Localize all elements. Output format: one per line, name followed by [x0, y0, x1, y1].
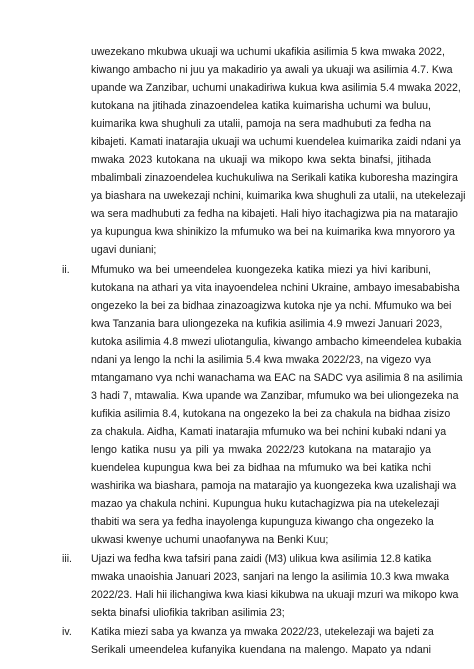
- text-line: washirika wa biashara, pamoja na matarajio ya kuongezeka kwa uzalishaji wa: [91, 480, 457, 492]
- text-line: kibajeti. Kamati inatarajia ukuaji wa uchumi kuendelea kuimarika zaidi ndani ya: [91, 136, 461, 148]
- text-line: ya biashara na uwekezaji nchini, kuimarika kwa shughuli za utalii, na utekelezaji: [91, 190, 466, 202]
- text-line: uwezekano mkubwa ukuaji wa uchumi ukafikia asilimia 5 kwa mwaka 2022,: [91, 46, 445, 58]
- text-line: 2022/23. Hali hii ilichangiwa kwa kiasi kikubwa na ukuaji mzuri wa mikopo kwa: [91, 589, 459, 601]
- text-line: ndani ya lengo la nchi la asilimia 5.4 kwa mwaka 2022/23, na vigezo vya: [91, 354, 431, 366]
- text-line: Ujazi wa fedha kwa tafsiri pana zaidi (M3) ulikua kwa asilimia 12.8 katika: [91, 553, 432, 565]
- list-marker: iv.: [62, 626, 72, 638]
- text-line: kutokana na jitihada zinazoendelea katika kuimarisha uchumi wa buluu,: [91, 100, 431, 112]
- text-line: thabiti wa sera ya fedha inayolenga kupunguza kiwango cha ongezeko la: [91, 516, 434, 528]
- text-line: ugavi duniani;: [91, 244, 157, 256]
- text-line: mwaka unaoishia Januari 2023, sanjari na lengo la asilimia 10.3 kwa mwaka: [91, 571, 450, 583]
- text-line: kufikia asilimia 8.4, kutokana na ongezeko la bei za chakula na bidhaa zisizo: [91, 408, 451, 420]
- text-line: lengo katika nusu ya pili ya mwaka 2022/23 kutokana na matarajio ya: [91, 444, 431, 456]
- text-line: kutokana na athari ya vita inayoendelea nchini Ukraine, ambayo imesababisha: [91, 282, 460, 294]
- text-line: Katika miezi saba ya kwanza ya mwaka 2022/23, utekelezaji wa bajeti za: [91, 626, 434, 638]
- text-line: upande wa Zanzibar, uchumi unakadiriwa kukua kwa asilimia 5.4 mwaka 2022,: [91, 82, 461, 94]
- text-line: kutoka asilimia 4.8 mwezi uliotangulia, kiwango ambacho kimeendelea kubakia: [91, 336, 462, 348]
- text-line: mwaka 2023 kutokana na ukuaji wa mikopo kwa sekta binafsi, jitihada: [91, 154, 431, 166]
- text-line: wa sera madhubuti za fedha na kibajeti. Hali hiyo itachagizwa pia na matarajio: [91, 208, 458, 220]
- text-line: kwa Tanzania bara uliongezeka na kufikia asilimia 4.9 mwezi Januari 2023,: [91, 318, 443, 330]
- text-line: kuendelea kupungua kwa bei za bidhaa na mfumuko wa bei katika nchi: [91, 462, 431, 474]
- text-line: sekta binafsi uliofikia takriban asilimia 23;: [91, 607, 285, 619]
- list-marker: iii.: [62, 553, 73, 565]
- text-line: ukwasi kwenye uchumi unaofanywa na Benki Kuu;: [91, 534, 329, 546]
- text-line: mazao ya chakula nchini. Kupungua huku kutachagizwa pia na utekelezaji: [91, 498, 440, 510]
- text-line: kuimarika kwa shughuli za utalii, pamoja na sera madhubuti za fedha na: [91, 118, 431, 130]
- text-line: ya kupungua kwa shinikizo la mfumuko wa bei na kuimarika kwa mnyororo ya: [91, 226, 455, 238]
- list-marker: ii.: [62, 264, 70, 276]
- text-line: kiwango ambacho ni juu ya makadirio ya awali ya ukuaji wa asilimia 4.7. Kwa: [91, 64, 453, 76]
- text-line: mbalimbali zinazoendelea kuchukuliwa na Serikali katika kuboresha mazingira: [91, 172, 458, 184]
- text-line: za chakula. Aidha, Kamati inatarajia mfumuko wa bei nchini kubaki ndani ya: [91, 426, 447, 438]
- text-line: Serikali umeendelea kufanyika kuendana na malengo. Mapato ya ndani: [91, 644, 431, 656]
- text-line: 3 hadi 7, mtawalia. Kwa upande wa Zanzibar, mfumuko wa bei uliongezeka na: [91, 390, 459, 402]
- text-line: Mfumuko wa bei umeendelea kuongezeka katika miezi ya hivi karibuni,: [91, 264, 431, 276]
- text-line: ongezeko la bei za bidhaa zinazoagizwa kutoka nje ya nchi. Mfumuko wa bei: [91, 300, 452, 312]
- text-line: mtangamano vya nchi wanachama wa EAC na SADC vya asilimia 8 na asilimia: [91, 372, 463, 384]
